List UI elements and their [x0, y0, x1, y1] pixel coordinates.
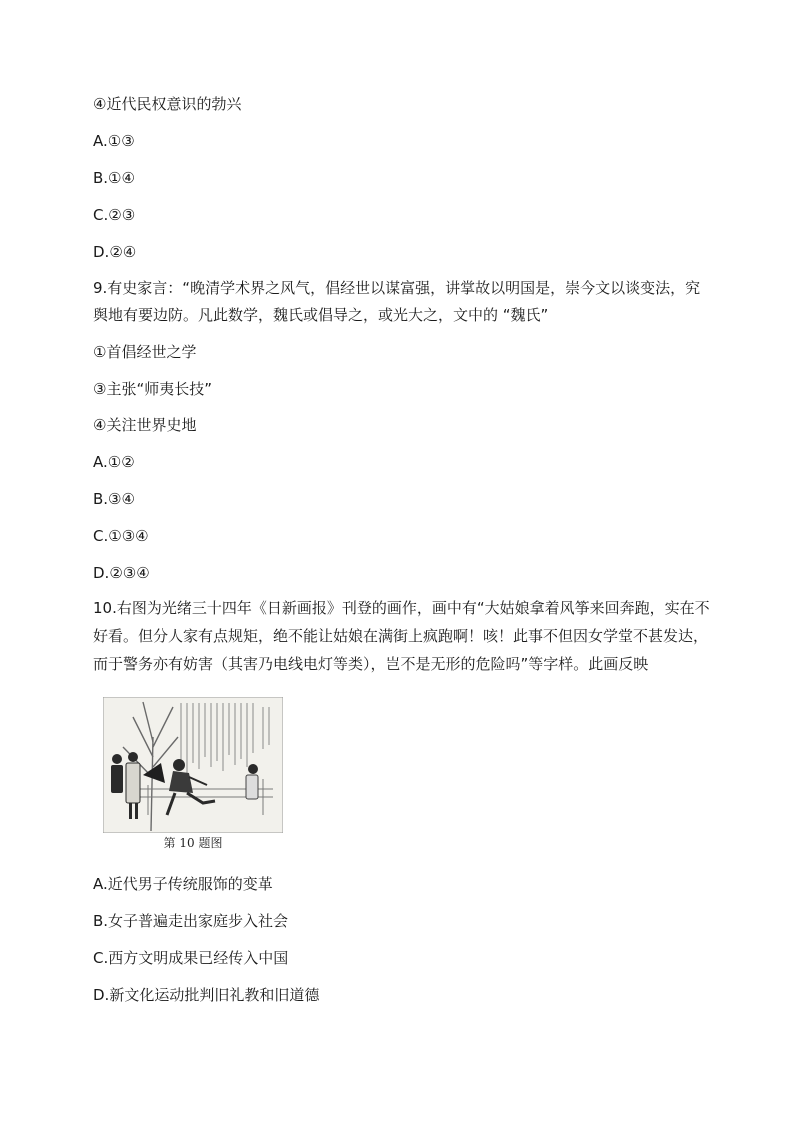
q10-figure-caption: 第 10 题图	[163, 836, 223, 850]
q10-stem-line1: 10.右图为光绪三十四年《日新画报》刊登的画作，画中有“大姑娘拿着风筝来回奔跑，实在不	[93, 599, 710, 617]
q10-figure	[103, 697, 283, 855]
q10-stem-line2: 好看。但分人家有点规矩，绝不能让姑娘在满街上疯跑啊！咳！此事不但因女学堂不甚发达，	[93, 627, 709, 645]
q9-option-a: A.①②	[93, 453, 135, 471]
q10-option-b: B.女子普遍走出家庭步入社会	[93, 912, 289, 930]
q10-option-c: C.西方文明成果已经传入中国	[93, 949, 289, 967]
q10-stem-line3: 而于警务亦有妨害（其害乃电线电灯等类），岂不是无形的危险吗”等字样。此画反映	[93, 655, 649, 673]
q9-option-c: C.①③④	[93, 527, 149, 545]
q8-item-4: ④近代民权意识的勃兴	[93, 95, 242, 113]
q9-stem-line1: 9.有史家言：“晚清学术界之风气，倡经世以谋富强，讲掌故以明国是，崇今文以谈变法，究	[93, 279, 701, 297]
q9-stem-line2: 舆地有要边防。凡此数学，魏氏或倡导之，或光大之，文中的 “魏氏”	[93, 306, 549, 324]
q10-option-d: D.新文化运动批判旧礼教和旧道德	[93, 986, 320, 1004]
q8-option-b: B.①④	[93, 169, 135, 187]
q9-option-b: B.③④	[93, 490, 135, 508]
q9-item-3: ③主张“师夷长技”	[93, 380, 212, 398]
q9-item-1: ①首倡经世之学	[93, 343, 197, 361]
q9-option-d: D.②③④	[93, 564, 150, 582]
q8-option-c: C.②③	[93, 206, 136, 224]
q10-option-a: A.近代男子传统服饰的变革	[93, 875, 273, 893]
q8-option-a: A.①③	[93, 132, 135, 150]
kite-girl-illustration	[103, 697, 283, 833]
q9-item-4: ④关注世界史地	[93, 416, 197, 434]
q8-option-d: D.②④	[93, 243, 137, 261]
